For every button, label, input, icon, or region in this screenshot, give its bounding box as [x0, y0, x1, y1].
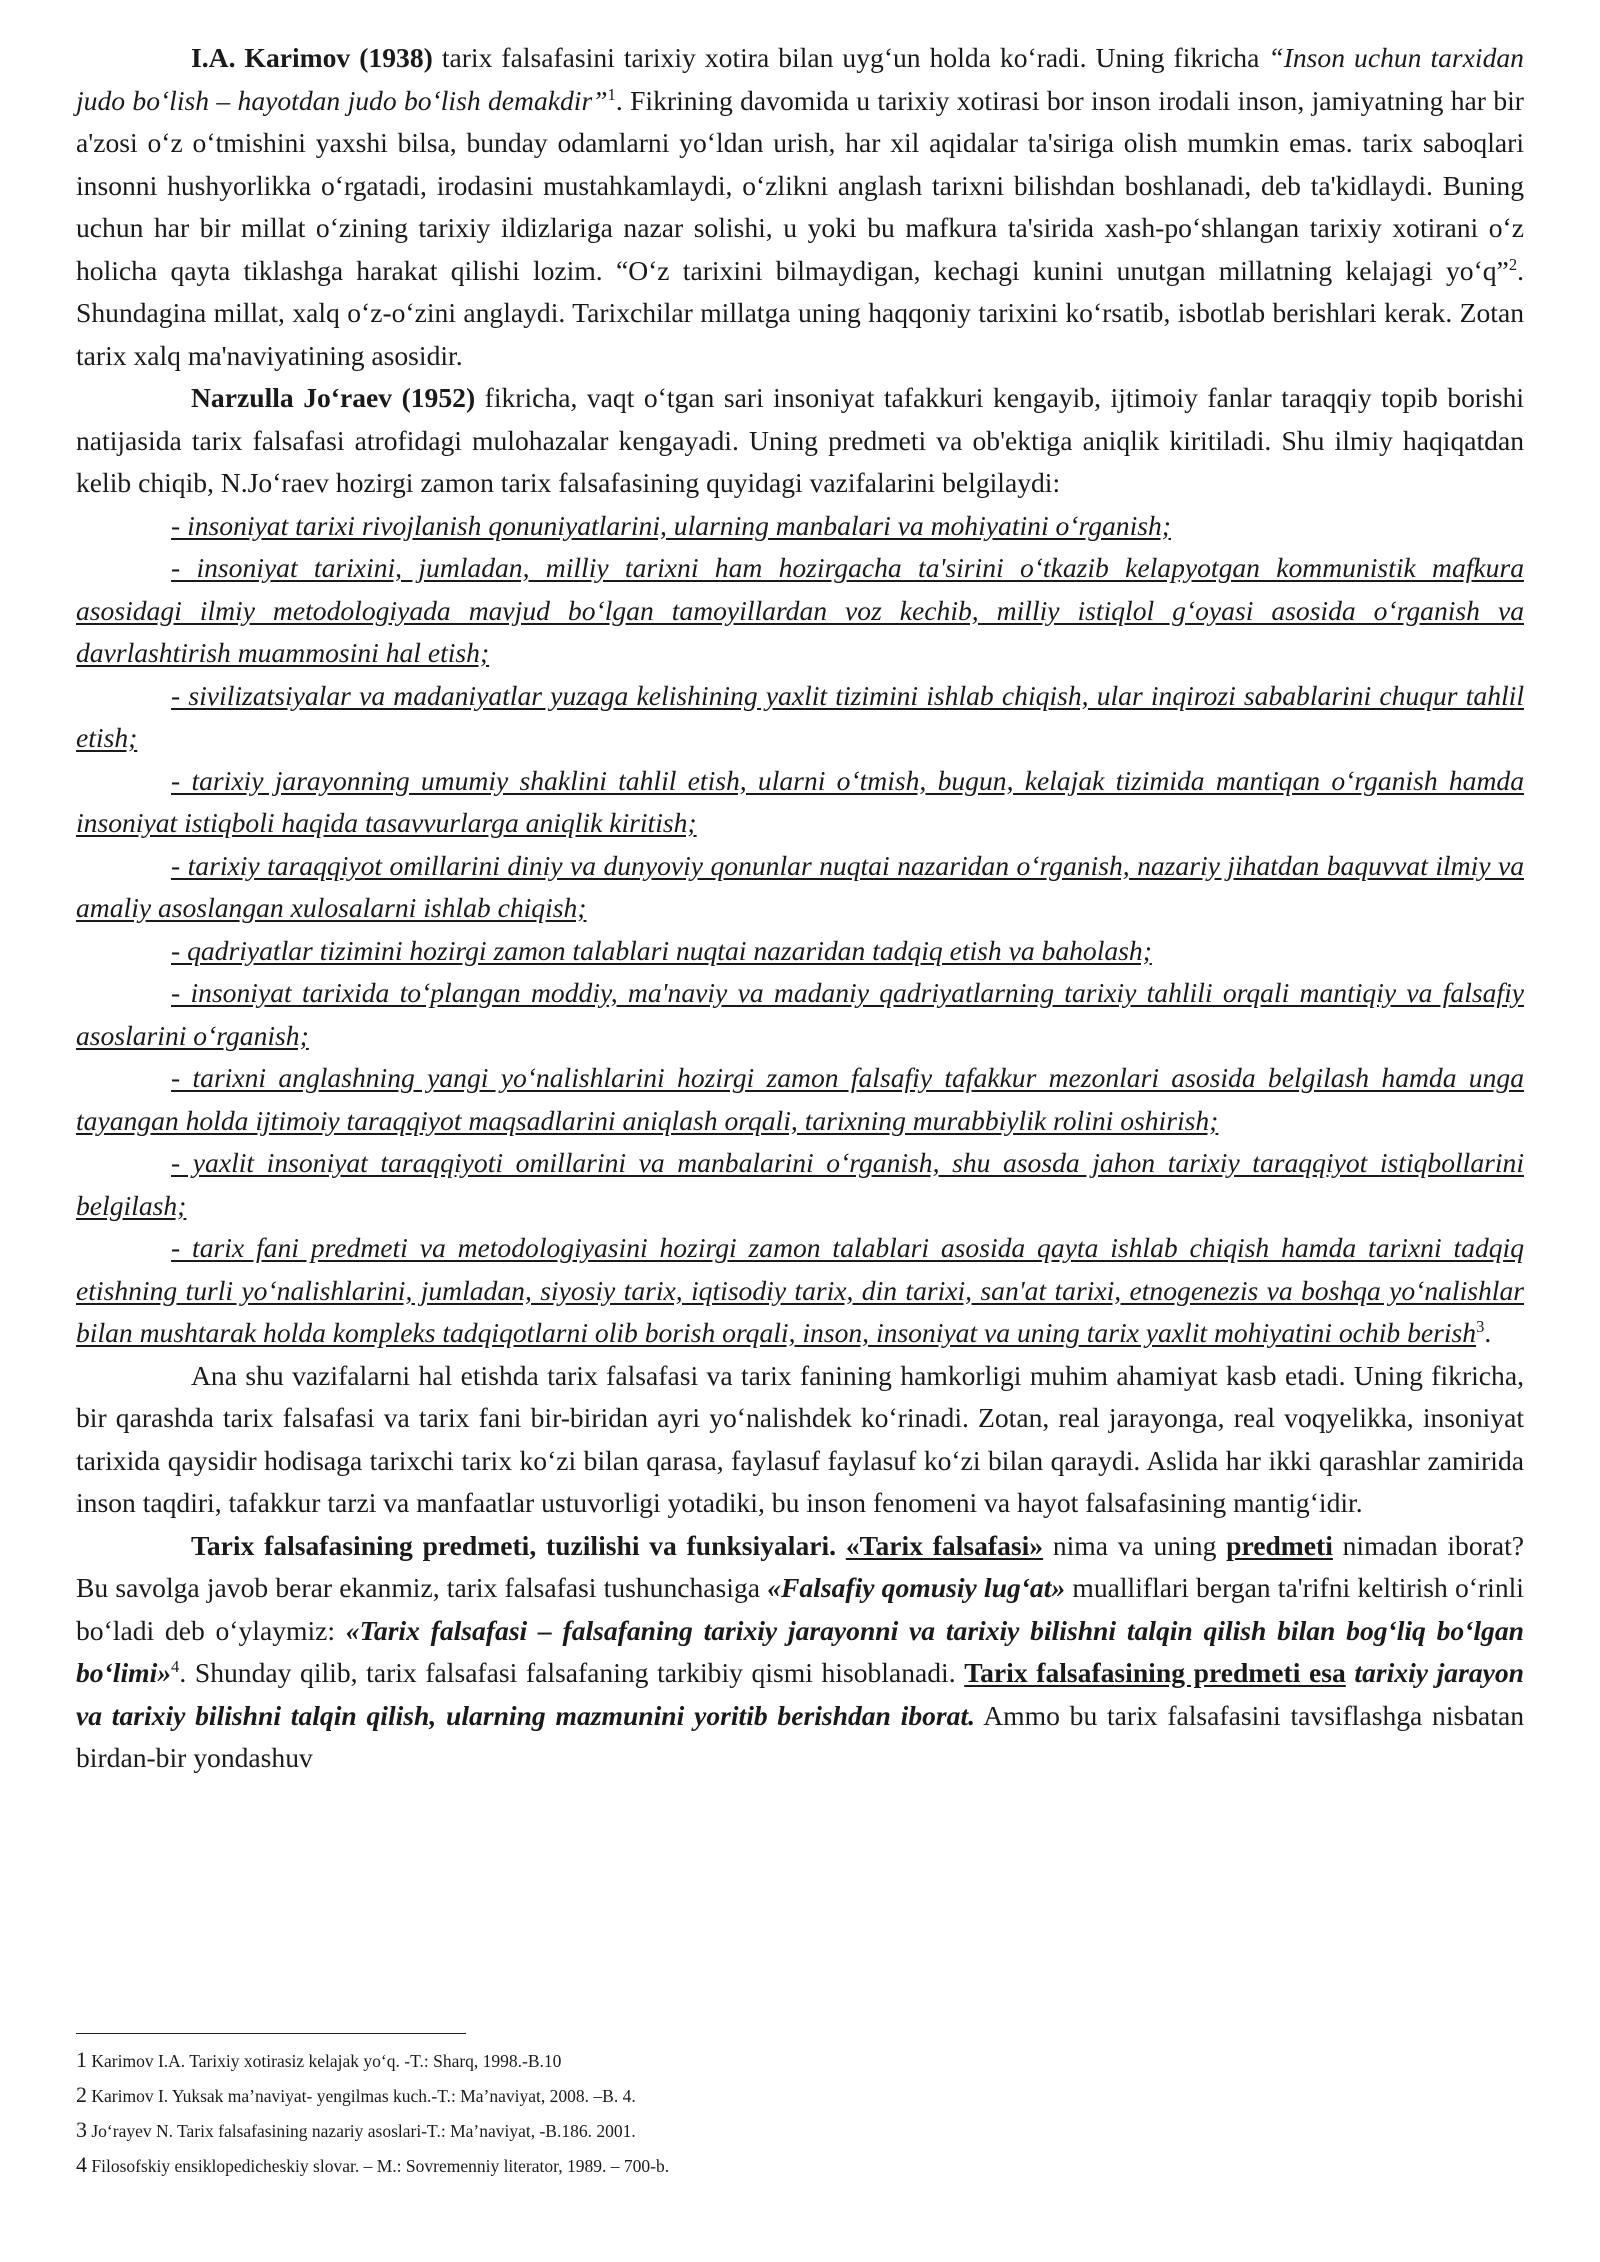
footnote-ref[interactable]: 4: [171, 1656, 180, 1676]
author-name: I.A. Karimov (1938): [191, 42, 433, 73]
footnote: 3 Jo‘rayev N. Tarix falsafasining nazariy asoslari-T.: Ma’naviyat, -B.186. 2001.: [76, 2117, 636, 2142]
task-item: - tarixiy taraqqiyot omillarini diniy va dunyoviy qonunlar nuqtai nazaridan o‘rganish, nazariy jihatdan baquvvat ilmiy va amaliy asoslangan xulosalarni ishlab chiqish;: [76, 849, 1524, 923]
author-name: Narzulla Jo‘raev (1952): [191, 382, 476, 413]
task-item: - qadriyatlar tizimini hozirgi zamon talablari nuqtai nazaridan tadqiq etish va baholash;: [171, 934, 1152, 966]
task-item: - insoniyat tarixini, jumladan, milliy tarixni ham hozirgacha ta'sirini o‘tkazib kelapyotgan kommunistik mafkura asosidagi ilmiy metodologiyada mavjud bo‘lgan tamoyillardan voz kechib, milliy istiqlol g‘oyasi asosida o‘rganish va davrlashtirish muammosini hal etish;: [76, 552, 1524, 668]
source-title: «Falsafiy qomusiy lug‘at»: [767, 1572, 1066, 1603]
footnote-ref[interactable]: 1: [607, 84, 616, 104]
footnote: 2 Karimov I. Yuksak ma’naviyat- yengilmas kuch.-T.: Ma’naviyat, 2008. –B. 4.: [76, 2082, 636, 2107]
task-item: - tarixiy jarayonning umumiy shaklini tahlil etish, ularni o‘tmish, bugun, kelajak tizimida mantiqan o‘rganish hamda insoniyat istiqboli haqida tasavvurlarga aniqlik kiritish;: [76, 764, 1524, 838]
quote: “Inson uchun tarxidan judo bo‘lish – hayotdan judo bo‘lish demakdir”: [76, 42, 1524, 116]
task-item: - tarix fani predmeti va metodologiyasini hozirgi zamon talablari asosida qayta ishlab chiqish hamda tarixni tadqiq etishning turli yo‘nalishlarini, jumladan, siyosiy tarix, iqtisodiy tarix, din tarixi, san'at tarixi, etnogenezis va boshqa yo‘nalishlar bilan mushtarak holda kompleks tadqiqotlarni olib borish orqali, inson, insoniyat va uning tarix yaxlit mohiyatini ochib berish$^3$.: [76, 1232, 1524, 1348]
subject-label: Tarix falsafasining predmeti esa: [964, 1657, 1346, 1688]
task-item: - yaxlit insoniyat taraqqiyoti omillarini va manbalarini o‘rganish, shu asosda jahon tarixiy taraqqiyot istiqbollarini belgilash;: [76, 1147, 1524, 1221]
subject-text: tarixiy jarayon va tarixiy bilishni talqin qilish, ularning mazmunini yoritib berishdan iborat.: [76, 1657, 1525, 1731]
section-heading: Tarix falsafasining predmeti, tuzilishi va funksiyalari.: [191, 1529, 837, 1561]
task-item: - insoniyat tarixi rivojlanish qonuniyatlarini, ularning manbalari va mohiyatini o‘rganish;: [171, 509, 1171, 541]
paragraph-juraev: Narzulla Jo‘raev (1952) fikricha, vaqt o‘tgan sari insoniyat tafakkuri kengayib, ijtimoiy fanlar taraqqiy topib borishi natijasida tarix falsafasi atrofidagi mulohazalar kengayadi. Uning predmeti va ob'ektiga aniqlik kiritiladi. Shu ilmiy haqiqatdan kelib chiqib, N.Jo‘raev hozirgi zamon tarix falsafasining quyidagi vazifalarini belgilaydi:: [76, 382, 1524, 498]
footnote-ref[interactable]: 3: [1476, 1316, 1485, 1336]
footnotes: [76, 2043, 1524, 2183]
paragraph-subject: Tarix falsafasining predmeti, tuzilishi va funksiyalari. «Tarix falsafasi» nima va uning predmeti nimadan iborat? Bu savolga javob berar ekanmiz, tarix falsafasi tushunchasiga «Falsafiy qomusiy lug‘at» mualliflari bergan ta'rifni keltirish o‘rinli bo‘ladi deb o‘ylaymiz: «Tarix falsafasi – falsafaning tarixiy jarayonni va tarixiy bilishni talqin qilish bilan bog‘liq bo‘lgan bo‘limi»$^4$. Shunday qilib, tarix falsafasi falsafaning tarkibiy qismi hisoblanadi. Tarix falsafasining predmeti esa tarixiy jarayon va tarixiy bilishni talqin qilish, ularning mazmunini yoritib berishdan iborat. Ammo bu tarix falsafasini tavsiflashga nisbatan birdan-bir yondashuv: [76, 1529, 1525, 1773]
footnote-ref[interactable]: 2: [1508, 254, 1518, 274]
task-item: - insoniyat tarixida to‘plangan moddiy, ma'naviy va madaniy qadriyatlarning tarixiy tahlili orqali mantiqiy va falsafiy asoslarini o‘rganish;: [76, 977, 1524, 1051]
task-item: - sivilizatsiyalar va madaniyatlar yuzaga kelishining yaxlit tizimini ishlab chiqish, ular inqirozi sabablarini chuqur tahlil etish;: [76, 679, 1524, 753]
term-predmeti: predmeti: [1226, 1529, 1333, 1561]
term-tarix-falsafasi: «Tarix falsafasi»: [845, 1529, 1044, 1561]
task-item: - tarixni anglashning yangi yo‘nalishlarini hozirgi zamon falsafiy tafakkur mezonlari asosida belgilash hamda unga tayangan holda ijtimoiy taraqqiyot maqsadlarini aniqlash orqali, tarixning murabbiylik rolini oshirish;: [76, 1062, 1524, 1136]
definition: «Tarix falsafasi – falsafaning tarixiy jarayonni va tarixiy bilishni talqin qilish bilan bog‘liq bo‘lgan bo‘limi»: [76, 1614, 1524, 1688]
footnote: 1 Karimov I.A. Tarixiy xotirasiz kelajak yo‘q. -T.: Sharq, 1998.-B.10: [76, 2047, 562, 2072]
paragraph-karimov: I.A. Karimov (1938) tarix falsafasini tarixiy xotira bilan uyg‘un holda ko‘radi. Uning fikricha “Inson uchun tarxidan judo bo‘lish – hayotdan judo bo‘lish demakdir”$^1$. Fikrining davomida u tarixiy xotirasi bor inson irodali inson, jamiyatning har bir a'zosi o‘z o‘tmishini yaxshi bilsa, bunday odamlarni yo‘ldan urish, har xil aqidalar ta'siriga olish mumkin emas. tarix saboqlari insonni hushyorlikka o‘rgatadi, irodasini mustahkamlaydi, o‘zlikni anglash tarixni bilishdan boshlanadi, deb ta'kidlaydi. Buning uchun har bir millat o‘zining tarixiy ildizlariga nazar solishi, u yoki bu mafkura ta'sirida xash-po‘shlangan tarixiy xotirani o‘z holicha qayta tiklashga harakat qilishi lozim. “O‘z tarixini bilmaydigan, kechagi kunini unutgan millatning kelajagi yo‘q”$^2$. Shundagina millat, xalq o‘z-o‘zini anglaydi. Tarixchilar millatga uning haqqoniy tarixini ko‘rsatib, isbotlab berishlari kerak. Zotan tarix xalq ma'naviyatining asosidir.: [76, 42, 1524, 371]
paragraph-cooperation: Ana shu vazifalarni hal etishda tarix falsafasi va tarix fanining hamkorligi muhim ahamiyat kasb etadi. Uning fikricha, bir qarashda tarix falsafasi va tarix fani bir-biridan ayri yo‘nalishdek ko‘rinadi. Zotan, real jarayonga, real voqyelikka, insoniyat tarixida qaysidir hodisaga tarixchi tarix ko‘zi bilan qarasa, faylasuf faylasuf ko‘zi bilan qaraydi. Aslida har ikki qarashlar zamirida inson taqdiri, tafakkur tarzi va manfaatlar ustuvorligi yotadiki, bu inson fenomeni va hayot falsafasining mantig‘idir.: [76, 1359, 1524, 1518]
footnote: 4 Filosofskiy ensiklopedicheskiy slovar. – M.: Sovremenniy literator, 1989. – 700-b.: [76, 2152, 670, 2177]
footnote-divider: [76, 2033, 466, 2034]
